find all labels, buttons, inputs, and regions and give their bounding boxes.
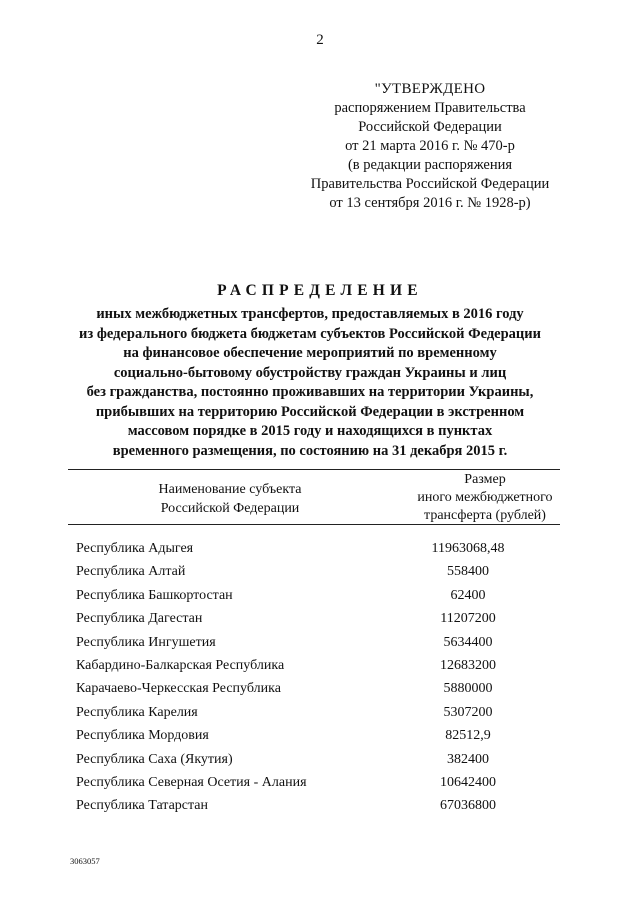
transfer-amount: 5307200	[443, 704, 493, 720]
document-title: РАСПРЕДЕЛЕНИЕ	[217, 282, 423, 299]
column-header-name-line: Российской Федерации	[160, 501, 300, 516]
approval-line: от 21 марта 2016 г. № 470-р	[345, 138, 515, 154]
table-header-rule	[68, 524, 560, 525]
region-name: Республика Саха (Якутия)	[76, 751, 233, 767]
subtitle-line: временного размещения, по состоянию на 31 декабря 2015 г.	[112, 442, 508, 459]
table-row	[76, 794, 556, 817]
transfer-amount: 12683200	[440, 657, 496, 673]
approval-line: Российской Федерации	[358, 119, 502, 135]
region-name: Республика Адыгея	[76, 541, 194, 556]
table-row	[76, 724, 556, 747]
table-row	[76, 701, 556, 724]
subtitle-line: из федерального бюджета бюджетам субъектов Российской Федерации	[79, 325, 541, 342]
subtitle-line: массовом порядке в 2015 году и находящихся в пунктах	[127, 423, 493, 439]
column-header-name	[120, 480, 340, 518]
transfer-amount: 62400	[450, 587, 486, 603]
document-subtitle	[60, 305, 560, 461]
transfer-amount: 558400	[447, 564, 489, 580]
transfer-amount: 5634400	[443, 634, 493, 650]
table-row	[76, 584, 556, 607]
table-top-rule	[68, 469, 560, 470]
approval-line: Правительства Российской Федерации	[310, 176, 550, 192]
transfer-amount: 10642400	[440, 774, 496, 790]
table-row	[76, 560, 556, 583]
approval-line: от 13 сентября 2016 г. № 1928-р)	[329, 195, 531, 211]
table-row	[76, 771, 556, 794]
table-row	[76, 654, 556, 677]
approval-heading: "УТВЕРЖДЕНО	[374, 81, 486, 97]
region-name: Республика Алтай	[76, 564, 186, 580]
column-header-amount-line: Размер	[464, 472, 506, 487]
column-header-amount	[390, 471, 580, 525]
table-row	[76, 537, 556, 560]
region-name: Республика Дагестан	[76, 611, 203, 627]
transfer-amount: 11963068,48	[431, 541, 505, 556]
region-name: Республика Мордовия	[76, 728, 209, 744]
transfer-amount: 382400	[447, 751, 489, 767]
region-name: Республика Татарстан	[76, 798, 209, 814]
region-name: Республика Карелия	[76, 704, 198, 720]
region-name: Республика Северная Осетия - Алания	[76, 774, 307, 790]
approval-block	[300, 80, 560, 213]
transfer-amount: 11207200	[440, 611, 496, 627]
region-name: Республика Башкортостан	[76, 587, 233, 603]
transfer-amount: 5880000	[443, 681, 493, 697]
transfer-amount: 67036800	[440, 798, 496, 814]
table-body	[76, 537, 556, 818]
subtitle-line: иных межбюджетных трансфертов, предоставляемых в 2016 году	[96, 306, 524, 322]
page-number: 2	[316, 32, 324, 48]
document-code: 3063057	[70, 856, 100, 866]
subtitle-line: социально-бытовому обустройству граждан Украины и лиц	[113, 364, 507, 381]
region-name: Кабардино-Балкарская Республика	[76, 657, 285, 673]
region-name: Республика Ингушетия	[76, 634, 216, 650]
approval-line: распоряжением Правительства	[334, 100, 526, 116]
column-header-amount-line: иного межбюджетного	[417, 490, 553, 505]
table-row	[76, 677, 556, 700]
table-row	[76, 748, 556, 771]
column-header-name-line: Наименование субъекта	[158, 482, 302, 497]
table-row	[76, 631, 556, 654]
subtitle-line: без гражданства, постоянно проживавших на территории Украины,	[86, 384, 534, 400]
column-header-amount-line: трансферта (рублей)	[424, 508, 546, 523]
transfer-amount: 82512,9	[445, 728, 491, 744]
approval-line: (в редакции распоряжения	[347, 157, 513, 173]
region-name: Карачаево-Черкесская Республика	[76, 681, 281, 697]
subtitle-line: прибывших на территорию Российской Федерации в экстренном	[95, 403, 525, 420]
subtitle-line: на финансовое обеспечение мероприятий по временному	[123, 345, 497, 361]
table-row	[76, 607, 556, 630]
